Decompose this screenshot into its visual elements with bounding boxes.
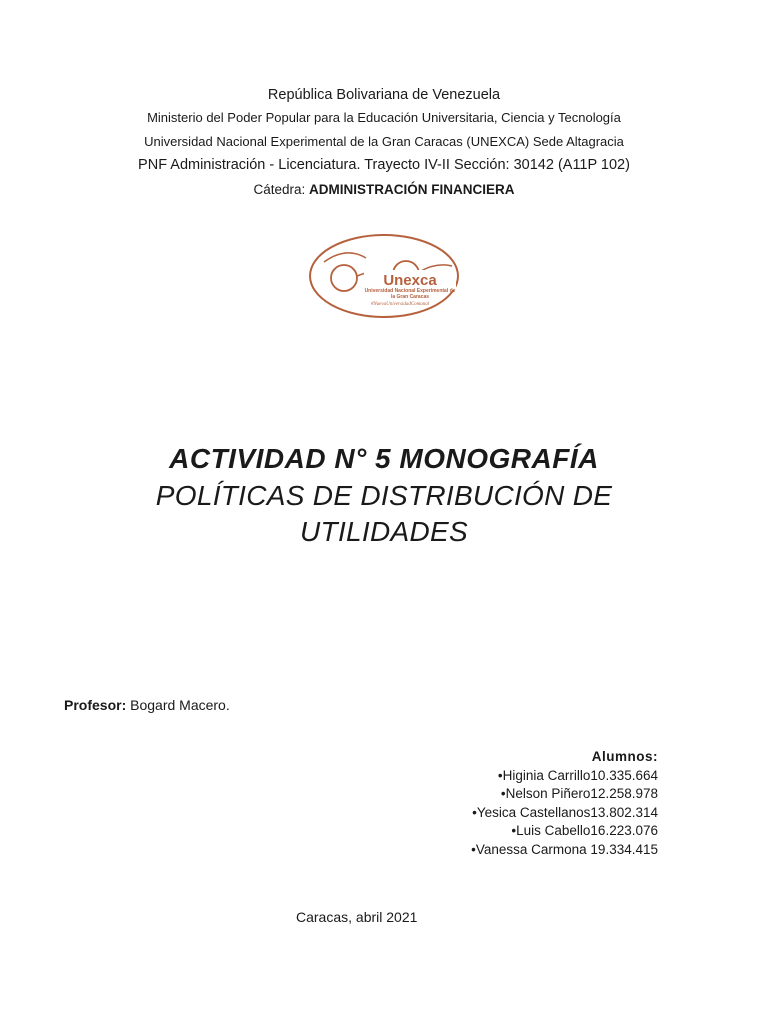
alumnos-title: Alumnos: (591, 749, 658, 764)
catedra-value: ADMINISTRACIÓN FINANCIERA (309, 182, 515, 197)
title-sub-line1: POLÍTICAS DE DISTRIBUCIÓN DE (155, 480, 613, 511)
logo-line1: Universidad Nacional Experimental de (364, 288, 456, 294)
title-main: ACTIVIDAD N° 5 MONOGRAFÍA (169, 443, 599, 474)
list-item: •Luis Cabello16.223.076 (511, 823, 658, 838)
profesor-name: Bogard Macero. (130, 697, 230, 713)
header-university: Universidad Nacional Experimental de la Gran Caracas (UNEXCA) Sede Altagracia (144, 134, 624, 149)
header-ministry: Ministerio del Poder Popular para la Educación Universitaria, Ciencia y Tecnología (147, 110, 621, 125)
logo-motto: #NuevaUniversidadComunal (370, 302, 430, 307)
logo-line2: la Gran Caracas (390, 294, 430, 300)
unexca-logo (306, 232, 462, 320)
header-program: PNF Administración - Licenciatura. Trayecto IV-II Sección: 30142 (A11P 102) (138, 157, 630, 173)
header-republic: República Bolivariana de Venezuela (267, 87, 501, 103)
alumnos-list (471, 748, 658, 859)
profesor (64, 696, 230, 714)
place-date: Caracas, abril 2021 (296, 909, 418, 925)
list-item: •Vanessa Carmona 19.334.415 (471, 841, 658, 857)
document-title (0, 440, 768, 550)
list-item: •Higinia Carrillo10.335.664 (497, 767, 658, 783)
document-header (0, 84, 768, 203)
list-item: •Nelson Piñero12.258.978 (500, 786, 658, 801)
catedra-label: Cátedra: (253, 182, 306, 197)
unexca-logo-icon (306, 232, 462, 320)
list-item: •Yesica Castellanos13.802.314 (472, 804, 658, 820)
logo-brand: Unexca (383, 272, 437, 289)
profesor-label: Profesor: (64, 697, 127, 713)
header-catedra (0, 177, 768, 203)
title-sub-line2: UTILIDADES (300, 516, 468, 547)
